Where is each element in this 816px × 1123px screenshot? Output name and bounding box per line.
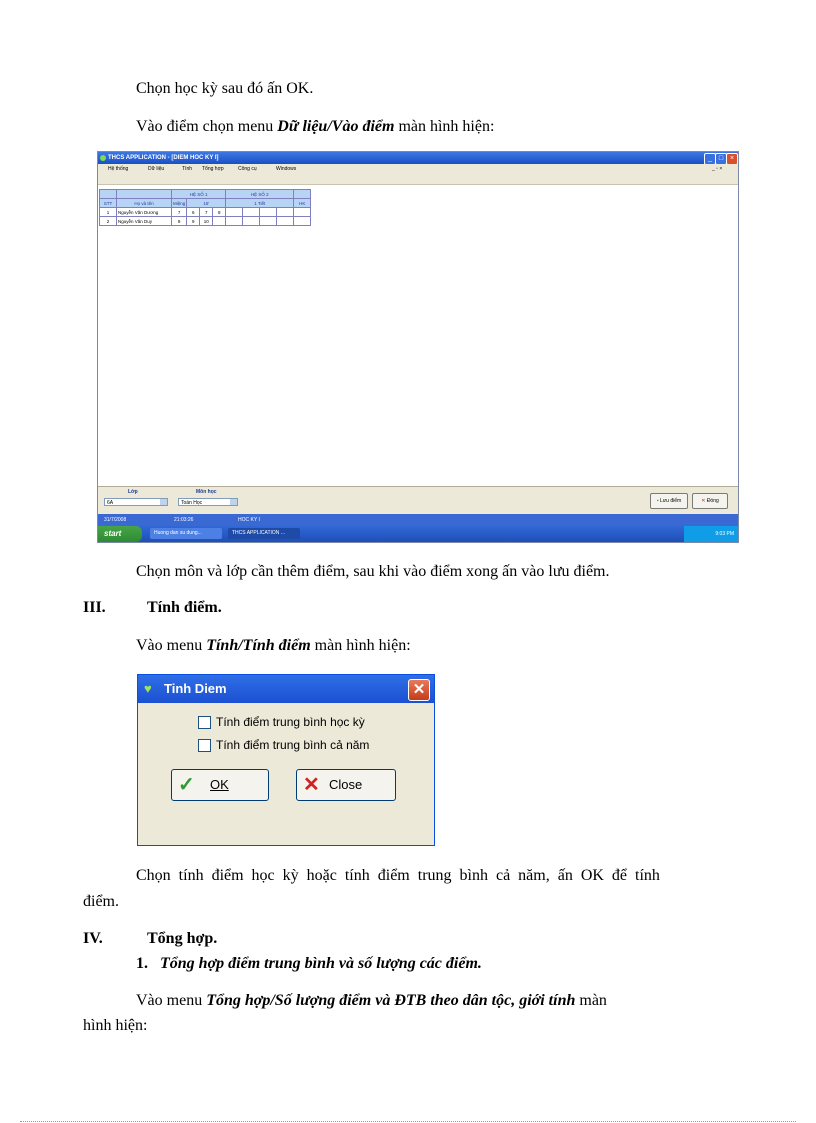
grid-header-he-so-2: HỆ SỐ 2 — [226, 190, 294, 199]
mdi-controls[interactable]: _ ▫ × — [712, 166, 723, 172]
class-select[interactable] — [104, 498, 168, 506]
status-bar — [98, 514, 738, 526]
cell-score[interactable] — [226, 217, 243, 226]
save-label: Lưu điểm — [660, 498, 682, 504]
dialog-titlebar — [138, 675, 434, 703]
taskbar-item-doc[interactable]: Huong dan su dung... — [150, 528, 222, 539]
menu-cong-cu[interactable]: Công cụ — [238, 166, 257, 172]
close-button[interactable]: × — [726, 153, 738, 165]
heart-icon: ♥ — [144, 681, 152, 696]
paragraph-choose-calc-line1: Chọn tính điểm học kỳ hoặc tính điểm trung bình cả năm, ấn OK để tính — [136, 867, 660, 884]
section-number-4: IV. — [83, 930, 103, 947]
cell-score[interactable]: 7 — [172, 208, 187, 217]
paragraph-select-term: Chọn học kỳ sau đó ấn OK. — [136, 80, 314, 97]
checkmark-icon: ✓ — [178, 774, 195, 796]
text: Vào menu — [136, 992, 207, 1009]
option-semester-average[interactable] — [198, 715, 398, 729]
menu-tinh[interactable]: Tính — [182, 166, 193, 172]
close-label: Đóng — [706, 498, 719, 504]
cell-score[interactable]: 9 — [187, 217, 200, 226]
window-title: THCS APPLICATION - [DIEM HOC KY I] — [108, 155, 219, 161]
cell-score[interactable]: 7 — [200, 208, 213, 217]
menu-path: Dữ liệu/Vào điểm — [277, 118, 395, 135]
cell-score[interactable]: 6 — [187, 208, 200, 217]
menu-bar — [98, 164, 738, 174]
grid-header-1tiet: 1 Tiết — [226, 199, 294, 208]
subsection-title: Tổng hợp điểm trung bình và số lượng các điểm. — [160, 955, 482, 972]
subject-select[interactable] — [178, 498, 238, 506]
dialog-title: Tinh Diem — [164, 681, 227, 696]
score-grid — [99, 189, 311, 226]
paragraph-choose-calc-line2: điểm. — [83, 893, 119, 910]
chevron-down-icon[interactable] — [160, 499, 167, 505]
menu-he-thong[interactable]: Hệ thống — [108, 166, 129, 172]
ok-button[interactable] — [171, 769, 269, 801]
section-title-tinh-diem: Tính điểm. — [147, 599, 222, 616]
cell-score[interactable]: 10 — [200, 217, 213, 226]
cell-score[interactable] — [277, 208, 294, 217]
cell-name: Nguyễn Văn Dương — [117, 208, 172, 217]
close-icon: ✕ — [303, 774, 320, 796]
table-row[interactable] — [100, 217, 311, 226]
cell-score[interactable]: 9 — [172, 217, 187, 226]
option-label: Tính điểm trung bình học kỳ — [216, 715, 365, 729]
checkbox[interactable] — [198, 739, 211, 752]
table-row[interactable] — [100, 208, 311, 217]
app-icon — [100, 155, 106, 161]
paragraph-tong-hop-menu — [136, 991, 607, 1011]
cell-score[interactable] — [260, 217, 277, 226]
chevron-down-icon[interactable] — [230, 499, 237, 505]
grid-header-blank — [100, 190, 117, 199]
dialog-close-button[interactable]: ✕ — [408, 679, 430, 701]
save-scores-button[interactable] — [650, 493, 688, 509]
paragraph-tong-hop-line2: hình hiện: — [83, 1017, 148, 1034]
subject-label: Môn học — [196, 489, 217, 495]
text: màn hình hiện: — [310, 637, 411, 654]
cell-score[interactable] — [243, 208, 260, 217]
toolbar — [98, 174, 738, 185]
class-value: 6A — [107, 500, 114, 506]
status-time: 21:03:26 — [174, 517, 194, 523]
cell-stt: 2 — [100, 217, 117, 226]
cell-stt: 1 — [100, 208, 117, 217]
window-titlebar — [98, 152, 738, 164]
cell-score[interactable]: 8 — [213, 208, 226, 217]
cell-score[interactable] — [277, 217, 294, 226]
close-button[interactable] — [296, 769, 396, 801]
score-entry-screenshot — [97, 151, 739, 543]
status-term: HOC KY I — [238, 517, 260, 523]
cell-score[interactable] — [260, 208, 277, 217]
close-icon: ✕ — [701, 498, 706, 504]
close-form-button[interactable] — [692, 493, 728, 509]
grid-header-hk: HK — [294, 199, 311, 208]
status-date: 31/7/2008 — [104, 517, 127, 523]
maximize-button[interactable]: □ — [715, 153, 727, 165]
system-tray — [684, 526, 738, 542]
tinh-diem-dialog — [137, 674, 435, 846]
subject-value: Toán Học — [181, 500, 203, 506]
menu-path: Tính/Tính điểm — [206, 637, 311, 654]
checkbox[interactable] — [198, 716, 211, 729]
start-button[interactable]: start — [98, 526, 142, 542]
cell-score[interactable] — [294, 208, 311, 217]
text: Vào menu — [136, 637, 207, 654]
taskbar-item-app[interactable]: THCS APPLICATION ... — [228, 528, 300, 539]
grid-header-blank — [117, 190, 172, 199]
menu-path: Tổng hợp/Số lượng điểm và ĐTB theo dân tộc, giới tính — [206, 992, 576, 1009]
page-footer-line — [20, 1121, 796, 1122]
menu-tong-hop[interactable]: Tổng hợp — [202, 166, 224, 172]
minimize-button[interactable]: _ — [704, 153, 716, 165]
option-label: Tính điểm trung bình cả năm — [216, 738, 370, 752]
grid-header-stt: STT — [100, 199, 117, 208]
option-year-average[interactable] — [198, 738, 398, 752]
close-label: Close — [329, 777, 363, 792]
grid-header-blank — [294, 190, 311, 199]
taskbar — [98, 526, 738, 542]
subsection-number-1: 1. — [136, 955, 148, 972]
filter-panel — [98, 486, 738, 515]
grid-header-15: 15' — [187, 199, 226, 208]
cell-score[interactable] — [243, 217, 260, 226]
clock: 9:03 PM — [715, 531, 734, 537]
cell-score[interactable] — [226, 208, 243, 217]
grid-header-mieng: Miệng — [173, 200, 186, 206]
cell-name: Nguyễn Văn Duy — [117, 217, 172, 226]
menu-windows[interactable]: Windows — [276, 166, 297, 172]
paragraph-choose-subject: Chọn môn và lớp cần thêm điểm, sau khi vào điểm xong ấn vào lưu điểm. — [136, 563, 610, 580]
text: màn hình hiện: — [394, 118, 495, 135]
text: màn — [575, 992, 607, 1009]
cell-score[interactable] — [294, 217, 311, 226]
grid-header-name: Họ và tên — [117, 199, 172, 208]
paragraph-enter-scores — [136, 117, 494, 137]
section-number-3: III. — [83, 599, 106, 616]
paragraph-tinh-menu — [136, 636, 411, 656]
menu-du-lieu[interactable]: Dữ liệu — [148, 166, 165, 172]
save-icon: ▪ — [656, 498, 659, 504]
cell-score[interactable] — [213, 217, 226, 226]
text: Vào điểm chọn menu — [136, 118, 278, 135]
section-title-tong-hop: Tổng hợp. — [147, 930, 218, 947]
class-label: Lớp — [128, 489, 138, 495]
grid-header-he-so-1: HỆ SỐ 1 — [172, 190, 226, 199]
ok-label: OK — [210, 777, 229, 792]
